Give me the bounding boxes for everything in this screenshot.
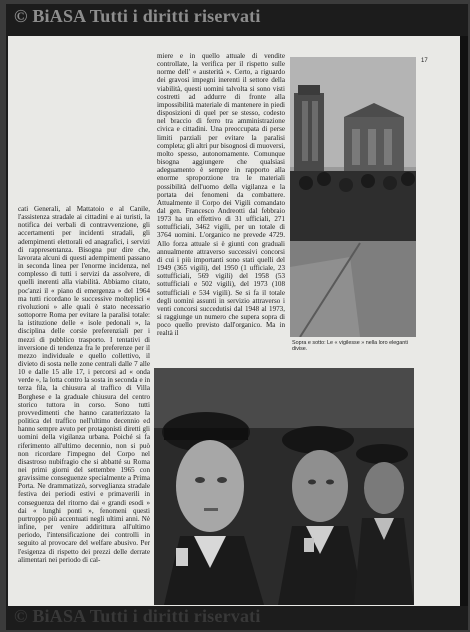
article-column-right [157,52,285,364]
page-number: 17 [421,58,428,64]
article-column-left [18,205,150,605]
watermark-bottom: © BiASA Tutti i diritti riservati [14,606,261,626]
watermark-top: © BiASA Tutti i diritti riservati [14,6,261,26]
photo-caption: Sopra e sotto: Le « vigilesse » nella loro eleganti divise. [292,340,408,353]
photo-street-scene [290,57,416,337]
photo-vigilesse-portrait [154,368,414,605]
page-spine [460,36,468,606]
article-text-right: miere e in quello attuale di vendite controllate, la verifica per il rispetto sulle norme dell' « austerità ». Certo, a riguardo dei gravosi impegni inerenti il settore della viabilità, questi uomini talvolta si sono visti costretti ad addurre di fronte alla impossibilità materiale di mantenere in piedi disposizioni di quel per se stesso, codesto nel braccio di ferro tra amministrazione civica e cittadini. Una preoccupata di perse limiti parziali per evitare la paralisi completa; gli altri pur bisognosi di muoversi, molto spesso, autonomamente. Comunque bisogna aggiungere che qualsiasi adeguamento è sempre in rapporto alla enorme sproporzione tra le materiali possibilità dell'uomo della vigilanza e la portata dei fenomeni da combattere. Attualmente il Corpo dei Vigili comandato dal gen. Francesco Andreotti dal febbraio 1973 ha un effettivo di 31 ufficiali, 271 sottufficiali, 3462 vigili, per un totale di 3764 uomini. L'organico ne prevede 4729. Allo forza attuale si è giunti con graduali annualmente attraverso successivi concorsi di cui i più importanti sono stati quelli del 1949 (365 vigili), del 1950 (1 ufficiale, 23 sottufficiali, 569 vigili) del 1958 (53 sottufficiali e 502 vigili), del 1973 (108 sottufficiali e 534 vigili). Se si fa il totale degli uomini assunti in servizio attraverso i venti concorsi succedutisi dal 1948 al 1973, si raggiunge un numero che supera sopra di poco quello previsto dall'organico. Ma in realtà il [157,52,285,338]
article-text-left: cati Generali, al Mattatoio e al Canile, l'assistenza stradale ai cittadini e ai turisti, la notifica dei verbali di contravvenzione, gli accertamenti per incidenti stradali, gli adempimenti elettorali ed anagrafici, i servizi di rappresentanza. Bisogna pur dire che, lavorata alcuni di questi adempimenti passano in seconda linea per l'enorme incidenza, nel complesso di tutti i servizi da assolvere, di quelli inerenti alla viabilità. Abbiamo citato, poc'anzi il « piano di emergenza » del 1964 ma tutti ricordano le successive molteplici « rivoluzioni » alle quali è stato necessario sottoporre Roma per evitare la paralisi totale: la istituzione delle « isole pedonali », la disciplina delle corsie preferenziali per i mezzi di pubblico trasporto. I tentativi di inversione di tendenza fra le preferenze per il mezzo individuale e quello collettivo, il divieto di sosta nelle zone centrali dalle 7 alle 10 e dalle 15 alle 17, i percorsi ad « onda verde », la lotta contro la sosta in seconda e in terza fila, la chiusura al traffico di Villa Borghese e la graduale chiusura del centro storico tuttora in corso. Sono tutti provvedimenti che hanno caratterizzato la politica del traffico nell'ultimo decennio ed hanno sempre avuto per protagonisti diretti gli uomini della vigilanza urbana. Poiché si fa riferimento all'ultimo decennio, non si può non ricordare l'impegno del Corpo nel disastroso nubifragio che si abbatté su Roma nei primi giorni del settembre 1965 con gravissime conseguenze specialmente a Prima Porta. Ne drammatizzò, sorveglianza stradale festiva dei periodi estivi e primaverili in conseguenza del ritorno dai « grandi esodi » dai « lunghi ponti », fenomeni questi purtroppo più accentuati negli ultimi anni. Nè infine, per venire addirittura all'ultimo periodo, l'intensificazione dei controlli in seguito al provocare del welfare abusivo. Per l'esigenza di rispetto dei prezzi delle derrate alimentari nei periodo di cal- [18,205,150,564]
